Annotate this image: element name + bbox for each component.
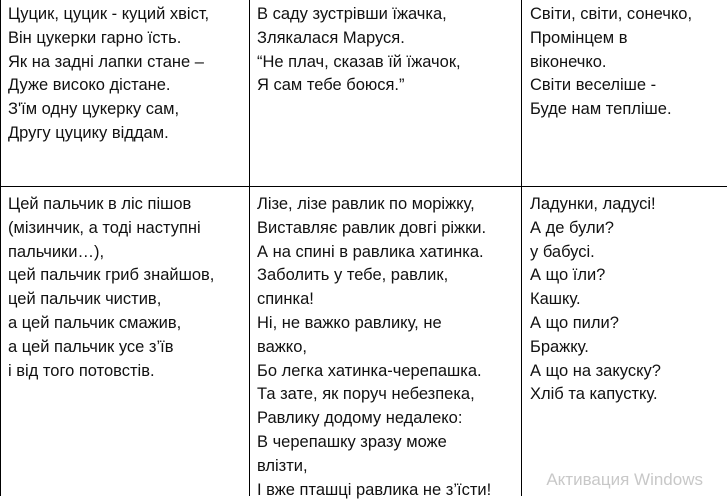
poem-line: пальчики…), xyxy=(8,242,105,261)
poem-line: Кашку. xyxy=(530,290,581,309)
poem-line: віконечко. xyxy=(530,52,607,71)
table-cell-r2-c1 xyxy=(8,193,214,383)
poem-line: Я сам тебе боюся.” xyxy=(257,76,405,95)
poem-line: Другу цуцику віддам. xyxy=(8,123,169,142)
poem-line: Равлику додому недалеко: xyxy=(257,409,463,428)
poem-line: Дуже високо дістане. xyxy=(8,76,171,95)
poem-line: важко, xyxy=(257,337,307,356)
poem-line: Цуцик, цуцик - куций хвіст, xyxy=(8,5,210,23)
poem-line: Бражку. xyxy=(530,337,589,356)
poem-line: “Не плач, сказав їй їжачок, xyxy=(257,52,461,71)
poem-line: Він цукерки гарно їсть. xyxy=(8,28,182,47)
poem-line: В саду зустрівши їжачка, xyxy=(257,5,447,23)
table-row-divider xyxy=(0,186,727,187)
poem-line: у бабусі. xyxy=(530,242,595,261)
poem-line: Як на задні лапки стане – xyxy=(8,52,204,71)
poem-line: З'їм одну цукерку сам, xyxy=(8,100,180,119)
poem-line: Лізе, лізе равлик по моріжку, xyxy=(257,195,475,213)
table-cell-r1-c3 xyxy=(530,3,692,122)
poem-line: Цей пальчик в ліс пішов xyxy=(8,195,192,213)
poem-line: А де були? xyxy=(530,218,614,237)
poem-line: цей пальчик гриб знайшов, xyxy=(8,266,215,285)
table-cell-r1-c2 xyxy=(257,3,461,98)
poem-line: Ладунки, ладусі! xyxy=(530,195,656,213)
table-column-divider-2 xyxy=(521,0,522,496)
poem-line: Виставляє равлик довгі ріжки. xyxy=(257,218,487,237)
poem-line: а цей пальчик усе з’їв xyxy=(8,337,174,356)
poem-line: Ні, не важко равлику, не xyxy=(257,313,442,332)
poem-line: Злякалася Маруся. xyxy=(257,28,405,47)
poem-line: влізти, xyxy=(257,456,308,475)
poem-line: Буде нам тепліше. xyxy=(530,100,672,119)
table-border-left xyxy=(0,0,1,496)
poem-line: цей пальчик чистив, xyxy=(8,290,162,309)
poem-line: Світи, світи, сонечко, xyxy=(530,5,693,23)
poem-line: а цей пальчик смажив, xyxy=(8,313,182,332)
poem-line: Бо легка хатинка-черепашка. xyxy=(257,361,482,380)
poem-line: Хліб та капустку. xyxy=(530,385,658,404)
poem-line: (мізинчик, а тоді наступні xyxy=(8,218,201,237)
table-cell-r2-c3 xyxy=(530,193,661,407)
poem-line: А на спині в равлика хатинка. xyxy=(257,242,484,261)
poem-line: спинка! xyxy=(257,290,314,309)
poem-line: Та зате, як поруч небезпека, xyxy=(257,385,475,404)
poem-line: В черепашку зразу може xyxy=(257,432,447,451)
poem-line: Заболить у тебе, равлик, xyxy=(257,266,449,285)
poem-line: І вже пташці равлика не з’їсти! xyxy=(257,480,492,499)
table-cell-r1-c1 xyxy=(8,3,209,146)
poem-line: Світи веселіше - xyxy=(530,76,657,95)
poem-line: і від того потовстів. xyxy=(8,361,155,380)
table-column-divider-1 xyxy=(249,0,250,496)
poem-line: А що їли? xyxy=(530,266,606,285)
table-cell-r2-c2 xyxy=(257,193,491,502)
poem-line: А що на закуску? xyxy=(530,361,661,380)
poem-line: А що пили? xyxy=(530,313,619,332)
poem-line: Промінцем в xyxy=(530,28,628,47)
windows-activation-watermark: Активация Windows xyxy=(546,470,703,489)
